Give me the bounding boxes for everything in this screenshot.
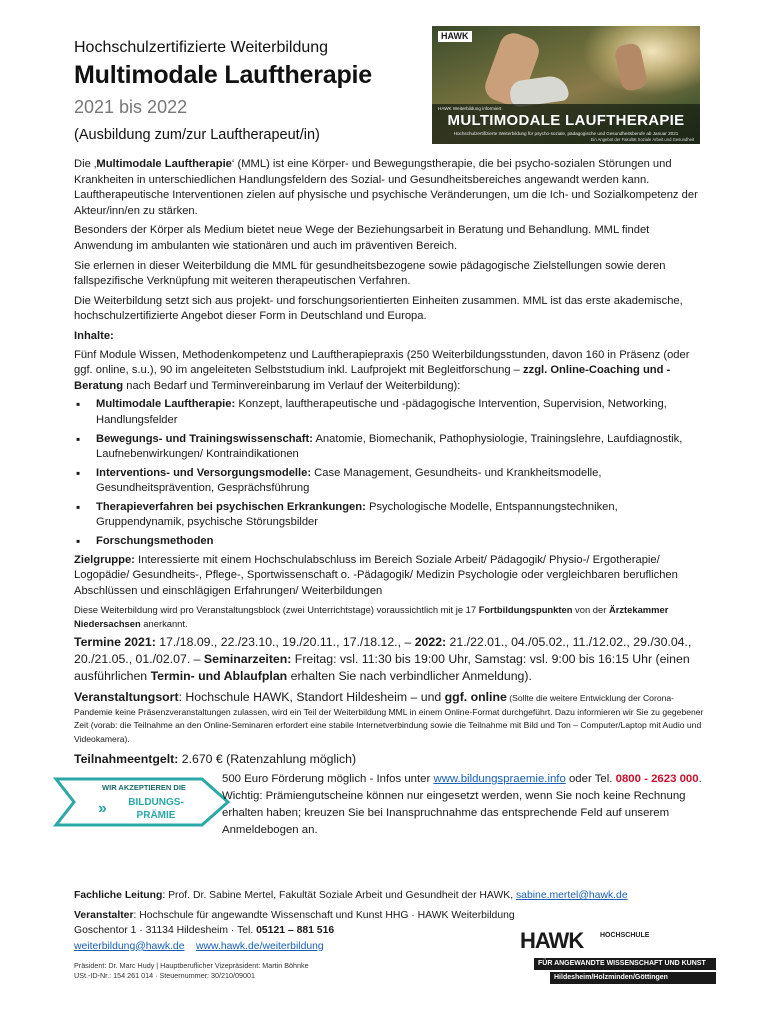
hawk-bar-1: FÜR ANGEWANDTE WISSENSCHAFT UND KUNST <box>534 958 716 970</box>
hero-small-sub: Hochschulzertifizierte Weiterbildung für psycho-soziale, pädagogische und Gesundheitsberufe ab Januar 2021 <box>453 131 679 136</box>
legal-line-1: Präsident: Dr. Marc Hudy | Hauptberuflicher Vizepräsident: Martin Böhnke <box>74 961 309 970</box>
badge-line-3: PRÄMIE <box>136 809 176 821</box>
badge-line-1: WIR AKZEPTIEREN DIE <box>102 782 186 792</box>
hero-hawk-logo: HAWK <box>438 31 472 42</box>
intro-paragraph-1: Die ‚Multimodale Lauftherapie‘ (MML) ist eine Körper- und Bewegungstherapie, die bei psycho-sozialen Störungen und Krankheiten in unterschiedlichen Handlungsfeldern des Sozial- und Gesundheitsbereiches angewandt werden kann. Lauftherapeutische Interventionen zielen auf physische und psychische Veränderungen, um die Ich- und Sozialkompetenz der Akteur/inn/en zu stärken. <box>74 158 698 217</box>
fortbildung-paragraph: Diese Weiterbildung wird pro Veranstaltungsblock (zwei Unterrichtstage) voraussichtlich mit je 17 Fortbildungspunkten von der Ärztekammer Niedersachsen anerkannt. <box>74 604 669 629</box>
hero-title: MULTIMODALE LAUFTHERAPIE <box>447 112 685 129</box>
veranstalter-line: Veranstalter: Hochschule für angewandte Wissenschaft und Kunst HHG · HAWK Weiterbildung <box>74 910 515 922</box>
legal-line-2: USt.-ID-Nr.: 154 261 014 · Steuernummer: 30/210/09001 <box>74 971 255 981</box>
inhalte-heading: Inhalte: <box>74 329 114 342</box>
weiterbildung-web-link[interactable]: www.hawk.de/weiterbildung <box>196 940 324 952</box>
badge-line-2: BILDUNGS- <box>128 796 184 808</box>
leitung-line: Fachliche Leitung: Prof. Dr. Sabine Mertel, Fakultät Soziale Arbeit und Gesundheit der HAWK, sabine.mertel@hawk.de <box>74 890 628 901</box>
promo-text: 500 Euro Förderung möglich - Infos unter www.bildungspraemie.info oder Tel. 0800 - 2623 000. Wichtig: Prämiengutscheine können nur eingesetzt werden, wenn Sie noch keine Rechnung erhalten haben; kreuzen Sie bei Inanspruchnahme das entsprechende Feld auf unserem Anmeldebogen an. <box>222 772 702 837</box>
hawk-logo <box>520 928 716 986</box>
module-list <box>74 397 704 549</box>
hero-banner <box>432 104 700 144</box>
legal-block <box>74 961 514 982</box>
main-content <box>74 157 704 847</box>
weiterbildung-email-link[interactable]: weiterbildung@hawk.de <box>74 940 185 952</box>
address-line: Goschentor 1 · 31134 Hildesheim · Tel. 05121 – 881 516 <box>74 925 335 937</box>
intro-paragraph-2: Besonders der Körper als Medium bietet neue Wege der Beziehungsarbeit in Beratung und Behandlung. MML findet Anwendung im ambulanten wie stationären und auch im präventiven Bereich. <box>74 224 650 252</box>
list-item: ▪ Interventions- und Versorgungsmodelle: Case Management, Gesundheits- und Krankheitsmodelle, Gesundheitsprävention, Gesprächsführung <box>74 466 704 497</box>
list-item: ▪ Forschungsmethoden <box>74 534 704 550</box>
bildungspraemie-badge <box>52 777 232 827</box>
bildungspraemie-link[interactable]: www.bildungspraemie.info <box>433 772 566 785</box>
inhalte-text: Fünf Module Wissen, Methodenkompetenz und Lauftherapiepraxis (250 Weiterbildungsstunden, davon 160 in Präsenz (oder ggf. online, s.u.), 90 im angeleiteten Selbststudium inkl. Laufprojekt mit Begleitforschung – zzgl. Online-Coaching und -Beratung nach Bedarf und Terminvereinbarung im Verlauf der Weiterbildung): <box>74 348 690 392</box>
promo-phone: 0800 - 2623 000 <box>615 772 699 785</box>
ort-paragraph: Veranstaltungsort: Hochschule HAWK, Standort Hildesheim – und ggf. online (Sollte die weitere Entwicklung der Corona-Pandemie keine Präsenzveranstaltungen zulassen, wird ein Teil der Weiterbildung MML in einem Online-Format durchgeführt. Dazu informieren wir Sie zu gegebener Zeit (vorab: die Teilnahme an den Online-Seminaren erfordert eine stabile Internetverbindung sowie die Teilnahme mit Bild und Ton – Computer/Laptop mit Audio und Videokamera). <box>74 689 704 745</box>
list-item: ▪ Multimodale Lauftherapie: Konzept, lauftherapeutische und -pädagogische Intervention, Supervision, Networking, Handlungsfelder <box>74 397 704 428</box>
hawk-bar-2: Hildesheim/Holzminden/Göttingen <box>550 972 716 984</box>
zielgruppe-paragraph: Zielgruppe: Interessierte mit einem Hochschulabschluss im Bereich Soziale Arbeit/ Pädagogik/ Physio-/ Ergotherapie/ Logopädie/ Gesundheits-, Pflege-, Sportwissenschaft o. -Pädagogik/ Medizin Psychologie oder vergleichbaren beruflichen Abschlüssen und einschlägigen Erfahrungen/ Weiterbildungen <box>74 553 678 597</box>
hero-small-right: Ein Angebot der Fakultät Soziale Arbeit und Gesundheit <box>590 137 694 142</box>
intro-paragraph-4: Die Weiterbildung setzt sich aus projekt- und forschungsorientierten Einheiten zusammen. MML ist das erste akademische, hochschulzertifizierte Angebot dieser Form in Deutschland und Europa. <box>74 294 683 323</box>
chevron-arrows-icon: » <box>98 799 107 817</box>
hero-small-top: HAWK Weiterbildung informiert <box>438 106 502 111</box>
intro-paragraph-3: Sie erlernen in dieser Weiterbildung die MML für gesundheitsbezogene sowie pädagogische Zielstellungen sowie deren fallspezifische Verknüpfung mit weiteren therapeutischen Verfahren. <box>74 259 666 288</box>
hero-image <box>432 26 700 144</box>
gebuehr-paragraph: Teilnahmeentgelt: 2.670 € (Ratenzahlung möglich) <box>74 751 357 766</box>
leitung-email-link[interactable]: sabine.mertel@hawk.de <box>515 890 628 901</box>
years-text: 2021 bis 2022 <box>74 97 188 117</box>
list-item: ▪ Therapieverfahren bei psychischen Erkrankungen: Psychologische Modelle, Entspannungstechniken, Gruppendynamik, psychische Störungsbilder <box>74 500 704 531</box>
subtitle-text: (Ausbildung zum/zur Lauftherapeut/in) <box>74 127 320 143</box>
list-item: ▪ Bewegungs- und Trainingswissenschaft: Anatomie, Biomechanik, Pathophysiologie, Trainingslehre, Laufdiagnostik, Laufnebenwirkungen/ Kontraindikationen <box>74 432 704 463</box>
hawk-wordmark: HAWK <box>520 928 584 953</box>
page-title: Multimodale Lauftherapie <box>74 61 373 89</box>
kicker-text: Hochschulzertifizierte Weiterbildung <box>74 39 329 56</box>
promo-row <box>74 771 704 847</box>
termine-paragraph: Termine 2021: 17./18.09., 22./23.10., 19./20.11., 17./18.12., – 2022: 21./22.01., 04./05.02., 11./12.02., 29./30.04., 20./21.05., 01./02.07. – Seminarzeiten: Freitag: vsl. 11:30 bis 19:00 Uhr, Samstag: vsl. 9:00 bis 16:15 Uhr (einen ausführlichen Termin- und Ablaufplan erhalten Sie nach verbindlicher Anmeldung). <box>74 634 692 683</box>
hawk-hochschule: HOCHSCHULE <box>600 932 650 939</box>
